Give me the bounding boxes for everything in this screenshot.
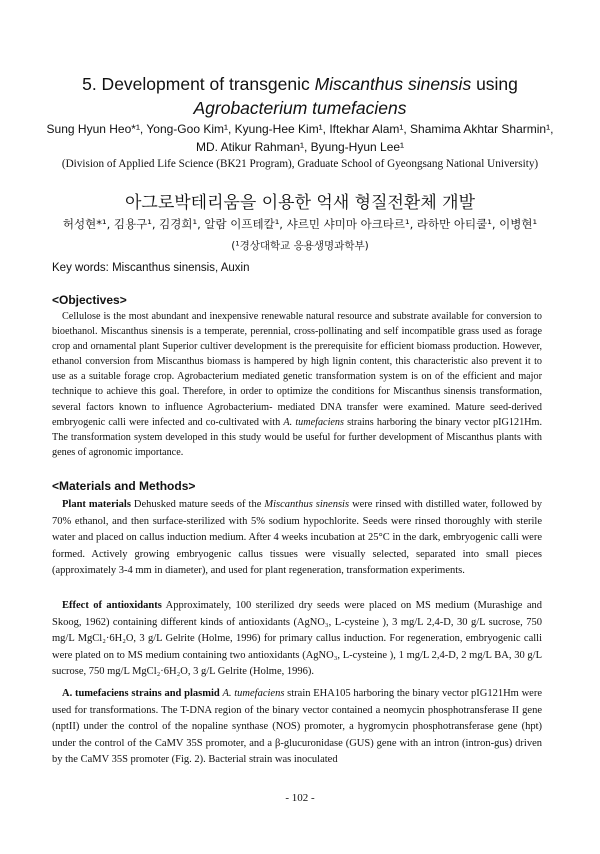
objectives-heading: <Objectives>	[52, 293, 127, 307]
plant-materials-paragraph	[52, 497, 542, 580]
plant-materials-label: Plant materials	[62, 499, 131, 510]
tumefaciens-species: A. tumefaciens	[222, 688, 285, 699]
plant-materials-species: Miscanthus sinensis	[264, 499, 350, 510]
objectives-paragraph	[52, 309, 542, 460]
plant-materials-text-1: Dehusked mature seeds of the	[130, 499, 265, 510]
korean-title: 아그로박테리움을 이용한 억새 형질전환체 개발	[124, 193, 476, 213]
antioxidants-paragraph	[52, 598, 542, 681]
tumefaciens-text: strain EHA105 harboring the binary vector pIG121Hm were used for transformations. The T-DNA region of the binary vector contained a neomycin phosphotransferase II gene (nptII) under the control of the nopaline synthase (NOS) promoter, a hygromycin phosphotransferase gene (hpt) under the control of the CaMV 35S promoter, and a β-glucuronidase (GUS) gene with an intron (intron-gus) driven by the CaMV 35S promoter (Fig. 2). Bacterial strain was inoculated	[52, 688, 542, 765]
authors-line-2: MD. Atikur Rahman¹, Byung-Hyun Lee¹	[195, 140, 405, 154]
objectives-species: A. tumefaciens	[283, 416, 344, 428]
tumefaciens-paragraph	[52, 686, 542, 769]
objectives-body-end: strains harboring the binary vector pIG121Hm. The transformation system developed in this study would be useful for further development of Miscanthus plants with genes of agronomic importance.	[52, 416, 542, 458]
authors-line-1: Sung Hyun Heo*¹, Yong-Goo Kim¹, Kyung-Hee Kim¹, Iftekhar Alam¹, Shamima Akhtar Sharmin¹,	[46, 122, 554, 136]
methods-heading: <Materials and Methods>	[52, 479, 196, 493]
objectives-body: Cellulose is the most abundant and inexpensive renewable natural resource and substrate available for conversion to bioethanol. Miscanthus sinensis is a temperate, perennial, cross-pollinating and self incompatible grass used as forage crop and ornamental plant Superior cultiver development is the prerequisite for efficient biomass production. However, ethanol conversion from Miscanthus biomass is hampered by high lignin content, this characteristic also prevent it to use as a suitable forage crop. Agrobacterium mediated genetic transformation system is on of the efficient and major technique to achieve this goal. Therefore, in order to optimize the conditions for Miscanthus sinensis transformation, several factors known to influence Agrobacterium- mediated DNA transfer were examined. Mature seed-derived embryogenic calli were infected and co-cultivated with	[52, 311, 542, 428]
antioxidants-text: Approximately, 100 sterilized dry seeds were placed on MS medium (Murashige and Skoog, 1962) containing different kinds of antioxidants (AgNO₃, L-cysteine ), 3 mg/L 2,4-D, 30 g/L sucrose, 750 mg/L MgCl₂·6H₂O, 3 g/L Gelrite (Holme, 1996) for primary callus induction. For regeneration, embryogenic calli were plated on to MS medium containing two antioxidants (AgNO₃, L-cysteine ), 1 mg/L 2,4-D, 2 mg/L BA, 30 g/L sucrose, 750 mg/L MgCl₂·6H₂O, 3 g/L Gelrite (Holme, 1996).	[52, 600, 543, 677]
paper-title-line-1	[0, 74, 600, 95]
title-suffix: using	[471, 74, 518, 94]
paper-title-line-2: Agrobacterium tumefaciens	[193, 98, 407, 118]
korean-affiliation: (¹경상대학교 응용생명과학부)	[231, 240, 369, 252]
page-number: - 102 -	[285, 792, 315, 804]
plant-materials-text-2: were rinsed with distilled water, followed by 70% ethanol, and then surface-sterilized with 5% sodium hypochlorite. Seeds were rinsed thoroughly with sterile water and placed on callus induction medium. After 4 weeks incubation at 25°C in the dark, embryogenic calli were formed. Actively growing embryogenic callus tissues were visually selected, separated into small pieces (approximately 3-4 mm in diameter), and used for plant regeneration, transformation experiments.	[52, 499, 542, 576]
title-species: Miscanthus sinensis	[314, 74, 472, 94]
tumefaciens-label: A. tumefaciens strains and plasmid	[62, 688, 220, 699]
keywords: Key words: Miscanthus sinensis, Auxin	[52, 262, 250, 274]
affiliation: (Division of Applied Life Science (BK21 Program), Graduate School of Gyeongsang National University)	[61, 158, 539, 170]
antioxidants-label: Effect of antioxidants	[62, 600, 162, 611]
title-prefix: 5. Development of transgenic	[82, 74, 315, 94]
korean-authors: 허성현*¹, 김용구¹, 김경희¹, 알람 이프테칼¹, 샤르민 샤미마 아크타르¹, 라하만 아티쿨¹, 이병현¹	[62, 217, 538, 231]
